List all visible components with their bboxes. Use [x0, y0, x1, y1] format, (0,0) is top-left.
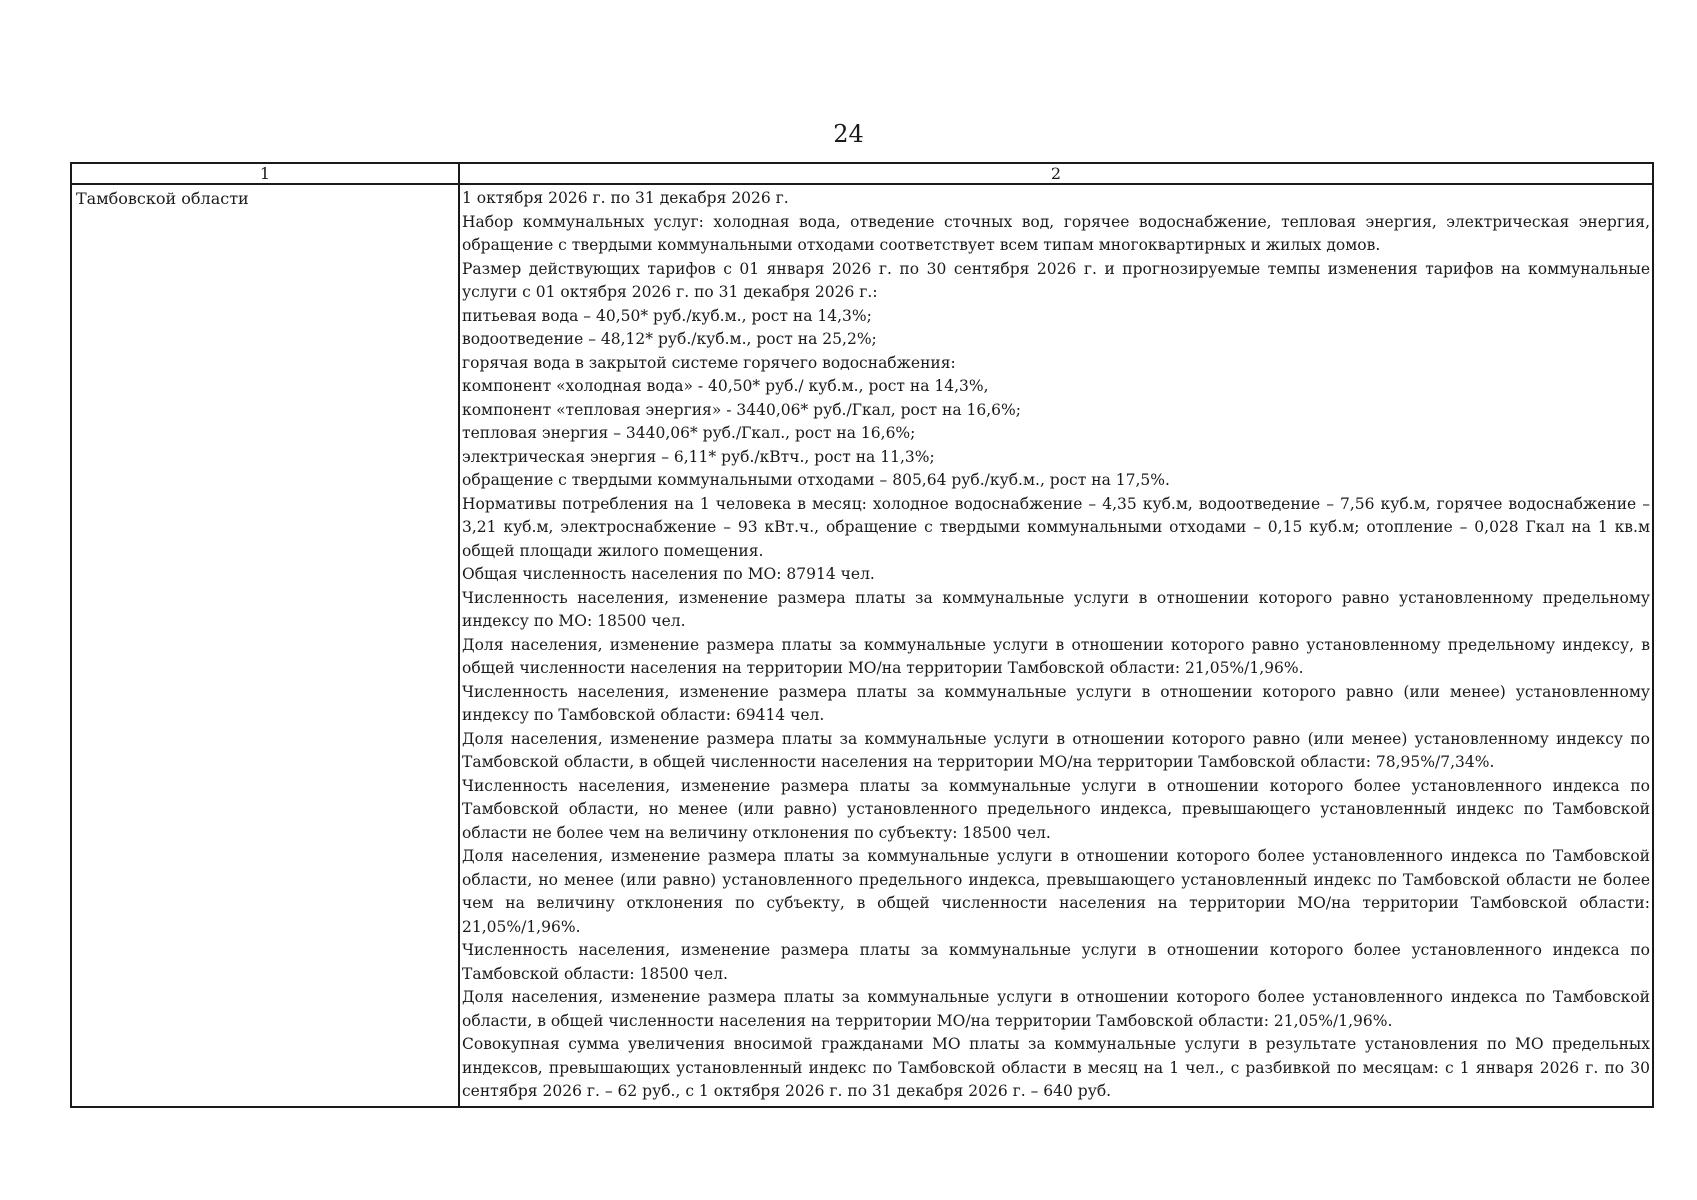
paragraph-total-increase: Совокупная сумма увеличения вносимой гражданами МО платы за коммунальные услуги в результате установления по МО предельных индексов, превышающих установленный индекс по Тамбовской области в месяц на 1 чел., с разбивкой по месяцам: с 1 января 2026 г. по 30 сентября 2026 г. – 62 руб., с 1 октября 2026 г. по 31 декабря 2026 г. – 640 руб.	[462, 1035, 1650, 1100]
paragraph-component-cold-water: компонент «холодная вода» - 40,50* руб./ куб.м., рост на 14,3%,	[462, 377, 989, 395]
paragraph-period: 1 октября 2026 г. по 31 декабря 2026 г.	[462, 189, 789, 207]
paragraph-population-below-index: Численность населения, изменение размера платы за коммунальные услуги в отношении которого равно (или менее) установленному индексу по Тамбовской области: 69414 чел.	[462, 682, 1650, 724]
paragraph-tariff-waste: обращение с твердыми коммунальными отходами – 805,64 руб./куб.м., рост на 17,5%.	[462, 471, 1170, 489]
region-cell: Тамбовской области	[71, 184, 459, 1107]
paragraph-component-heat: компонент «тепловая энергия» - 3440,06* руб./Гкал, рост на 16,6%;	[462, 400, 1021, 419]
page-number: 24	[833, 120, 864, 148]
paragraph-tariff-electricity: электрическая энергия – 6,11* руб./кВтч., рост на 11,3%;	[462, 447, 935, 466]
paragraph-population-within-deviation: Численность населения, изменение размера платы за коммунальные услуги в отношении которого более установленного индекса по Тамбовской области, но менее (или равно) установленного предельного индекса, превышающего установленный индекс по Тамбовской области не более чем на величину отклонения по субъекту: 18500 чел.	[462, 776, 1650, 842]
paragraph-services-set: Набор коммунальных услуг: холодная вода, отведение сточных вод, горячее водоснабжение, тепловая энергия, электрическая энергия, обращение с твердыми коммунальными отходами соответствует всем типам многоквартирных и жилых домов.	[462, 212, 1650, 254]
paragraph-tariff-drinking-water: питьевая вода – 40,50* руб./куб.м., рост на 14,3%;	[462, 306, 872, 325]
paragraph-total-population: Общая численность населения по МО: 87914 чел.	[462, 565, 875, 583]
paragraph-tariffs-intro: Размер действующих тарифов с 01 января 2026 г. по 30 сентября 2026 г. и прогнозируемые темпы изменения тарифов на коммунальные услуги с 01 октября 2026 г. по 31 декабря 2026 г.:	[462, 259, 1650, 301]
paragraph-share-above-index: Доля населения, изменение размера платы за коммунальные услуги в отношении которого более установленного индекса по Тамбовской области, в общей численности населения на территории МО/на территории Тамбовской области: 21,05%/1,96%.	[462, 988, 1650, 1030]
paragraph-tariff-heat: тепловая энергия – 3440,06* руб./Гкал., рост на 16,6%;	[462, 424, 916, 442]
paragraph-share-below-index: Доля населения, изменение размера платы за коммунальные услуги в отношении которого равно (или менее) установленному индексу по Тамбовской области, в общей численности населения на территории МО/на территории Тамбовской области: 78,95%/7,34%.	[462, 729, 1650, 771]
paragraph-population-above-index: Численность населения, изменение размера платы за коммунальные услуги в отношении которого более установленного индекса по Тамбовской области: 18500 чел.	[462, 941, 1650, 983]
content-cell	[459, 184, 1653, 1107]
paragraph-share-equal-limit: Доля населения, изменение размера платы за коммунальные услуги в отношении которого равно установленному предельному индексу, в общей численности населения на территории МО/на территории Тамбовской области: 21,05%/1,96%.	[462, 635, 1650, 677]
table-header-row	[71, 163, 1653, 184]
tariff-table	[70, 162, 1654, 1108]
paragraph-tariff-wastewater: водоотведение – 48,12* руб./куб.м., рост на 25,2%;	[462, 330, 877, 348]
paragraph-share-within-deviation: Доля населения, изменение размера платы за коммунальные услуги в отношении которого более установленного индекса по Тамбовской области, но менее (или равно) установленного предельного индекса, превышающего установленный индекс по Тамбовской области не более чем на величину отклонения по субъекту, в общей численности населения на территории МО/на территории Тамбовской области: 21,05%/1,96%.	[462, 847, 1650, 936]
paragraph-consumption-norms: Нормативы потребления на 1 человека в месяц: холодное водоснабжение – 4,35 куб.м, водоотведение – 7,56 куб.м, горячее водоснабжение – 3,21 куб.м, электроснабжение – 93 кВт.ч., обращение с твердыми коммунальными отходами – 0,15 куб.м; отопление – 0,028 Гкал на 1 кв.м общей площади жилого помещения.	[462, 494, 1650, 560]
paragraph-population-equal-limit: Численность населения, изменение размера платы за коммунальные услуги в отношении которого равно установленному предельному индексу по МО: 18500 чел.	[462, 588, 1650, 630]
column-header-2: 2	[459, 163, 1653, 184]
column-header-1: 1	[71, 163, 459, 184]
paragraph-hot-water-heading: горячая вода в закрытой системе горячего водоснабжения:	[462, 353, 956, 372]
table-row	[71, 184, 1653, 1107]
